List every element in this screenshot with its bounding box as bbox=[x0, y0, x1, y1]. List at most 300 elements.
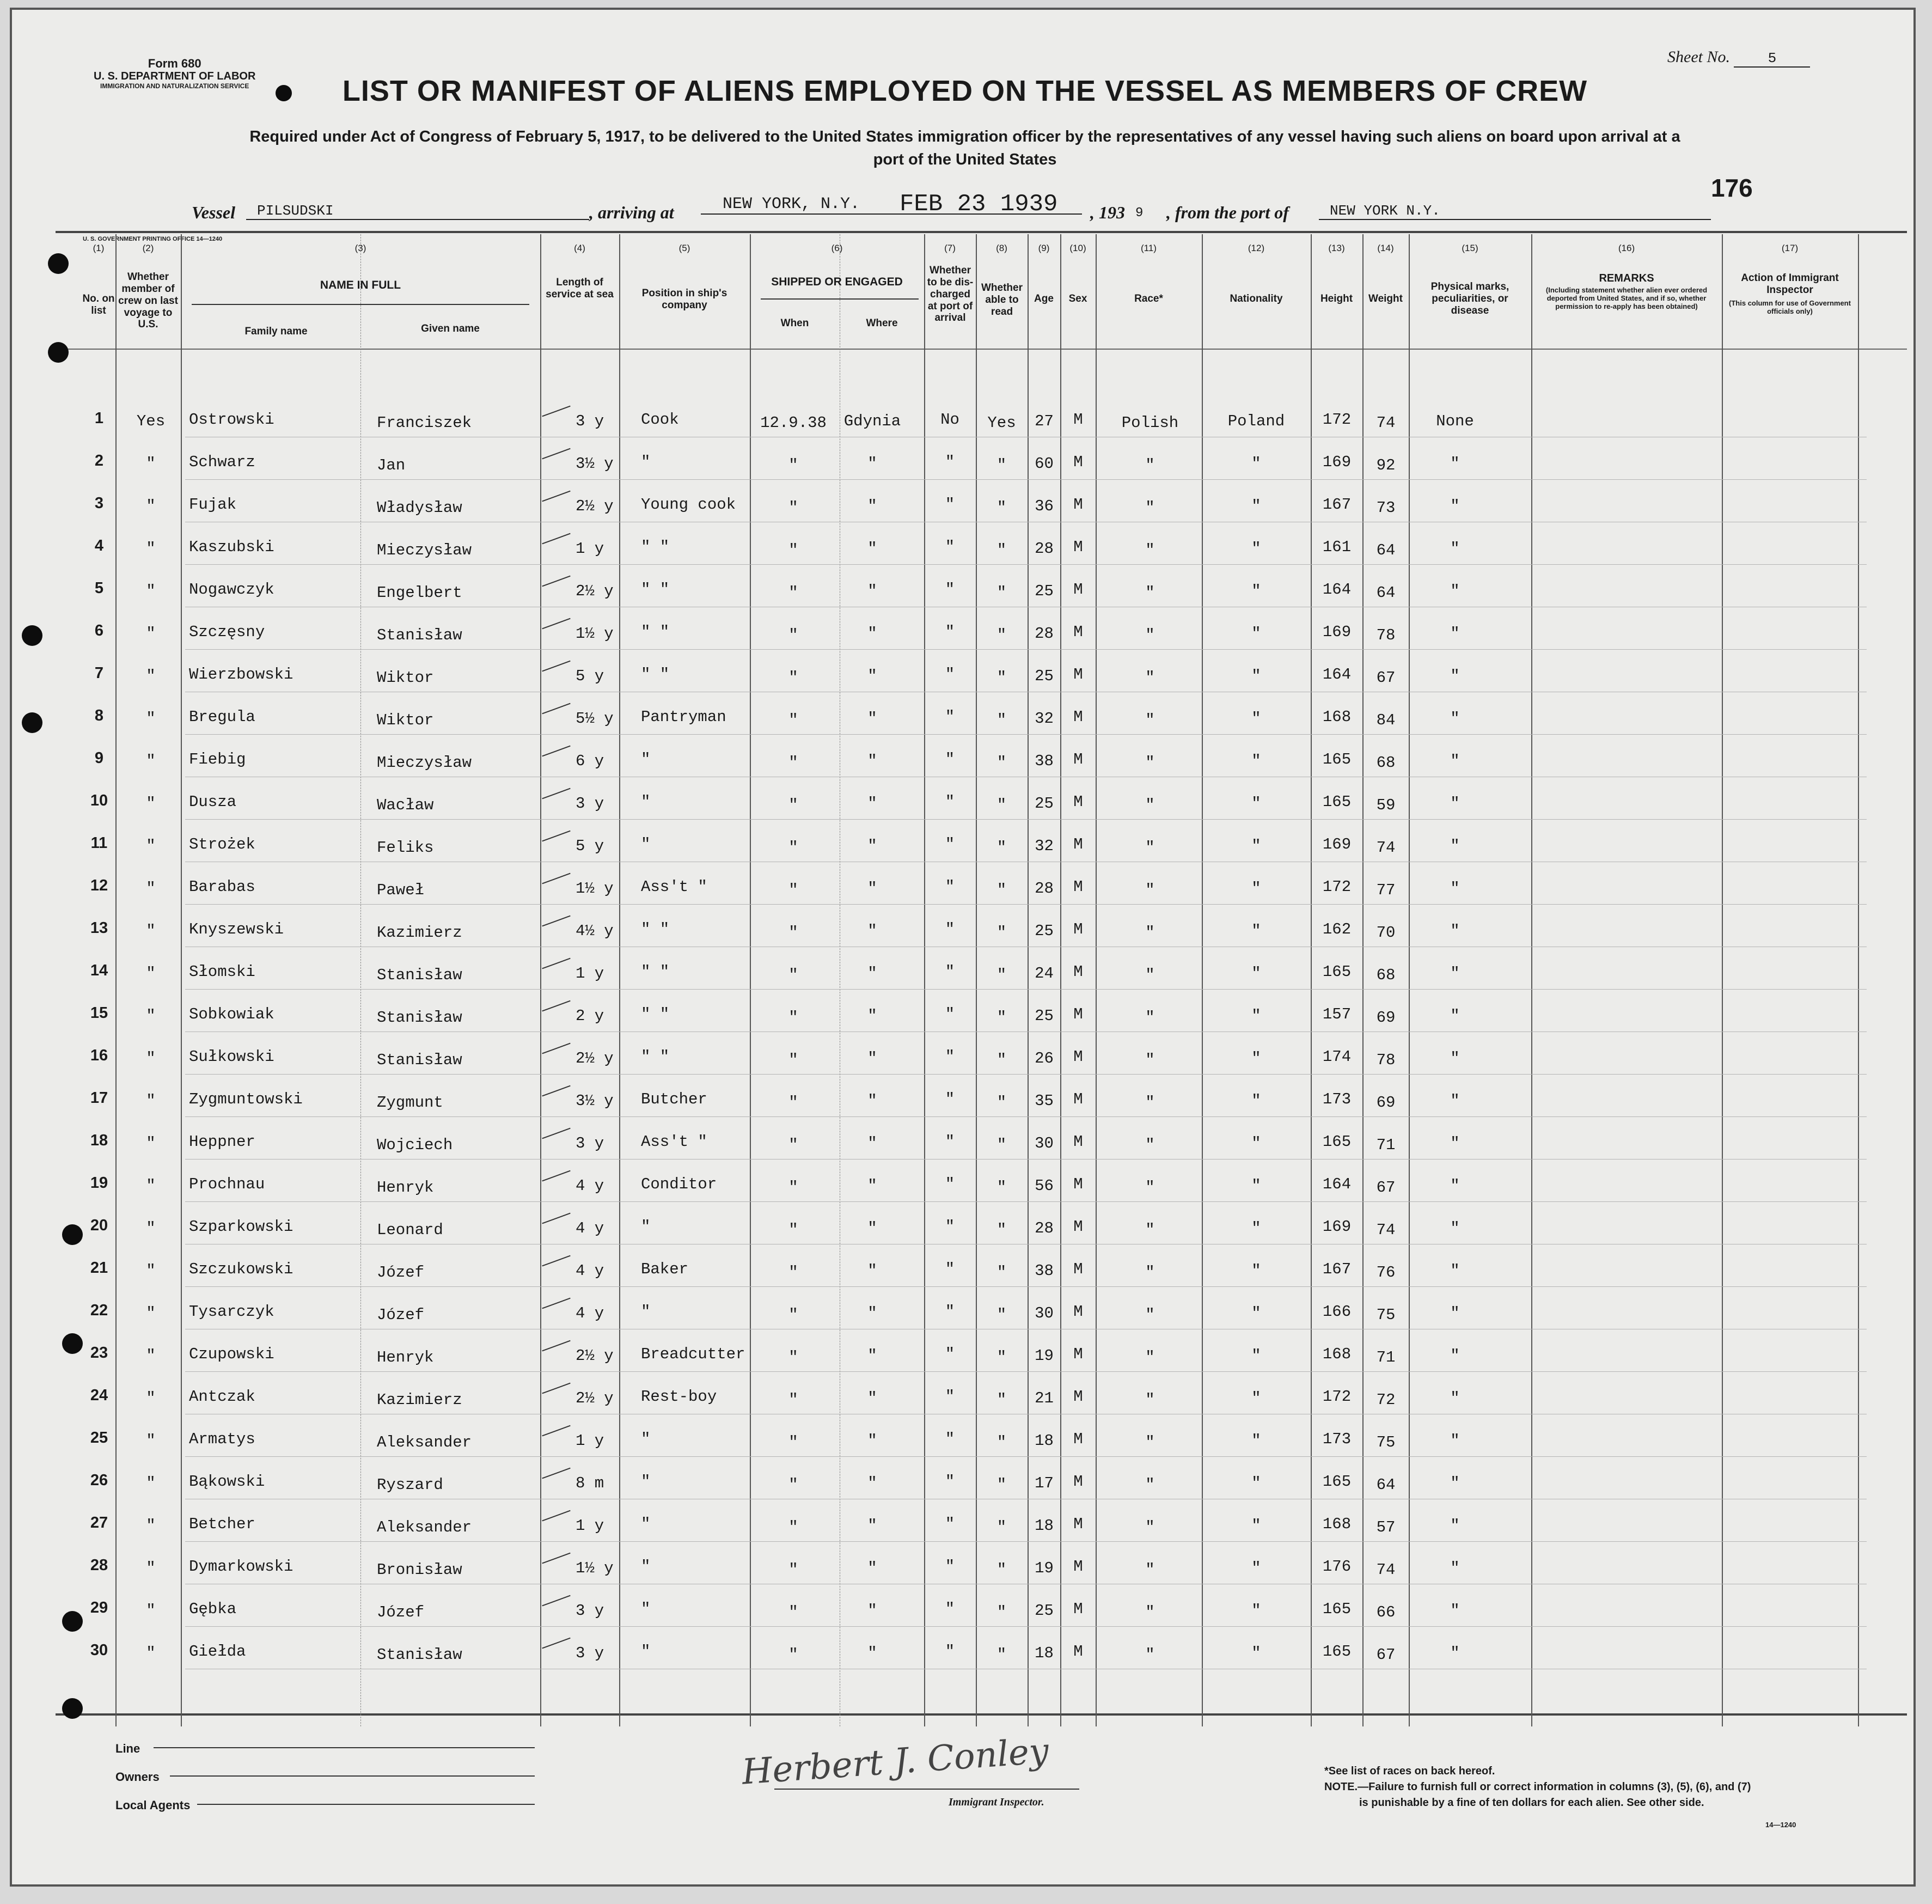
col-line bbox=[1409, 234, 1410, 1726]
read-cell: " bbox=[996, 1264, 1007, 1281]
given-name-cell: Stanisław bbox=[377, 966, 462, 984]
prev-voyage-cell: " bbox=[146, 1432, 156, 1450]
family-name-cell: Szczęsny bbox=[189, 623, 265, 641]
family-name-cell: Zygmuntowski bbox=[189, 1090, 303, 1108]
shipped-when-cell: " bbox=[788, 924, 798, 942]
col-header-remarks-sub: (Including statement whether alien ever ordered deported from United States, and if so, whether permission to re-apply has been obtained) bbox=[1545, 286, 1708, 310]
year-label: , 193 bbox=[1090, 203, 1125, 222]
prev-voyage-cell: " bbox=[146, 1347, 156, 1365]
shipped-where-cell: " bbox=[867, 710, 877, 728]
sex-cell: M bbox=[1073, 1005, 1083, 1023]
family-name-cell: Czupowski bbox=[189, 1345, 274, 1363]
col-number: (8) bbox=[996, 243, 1007, 253]
shipped-where-cell: " bbox=[867, 1177, 877, 1195]
read-cell: " bbox=[996, 626, 1007, 644]
read-cell: " bbox=[996, 839, 1007, 857]
header-bottom-rule bbox=[56, 349, 1907, 350]
checkmark-tick bbox=[542, 1340, 570, 1352]
race-cell: " bbox=[1145, 456, 1155, 474]
shipped-where-cell: " bbox=[867, 1134, 877, 1152]
given-name-cell: Paweł bbox=[377, 881, 425, 899]
physical-marks-cell: " bbox=[1450, 965, 1460, 982]
physical-marks-cell: " bbox=[1450, 582, 1460, 600]
col-number: (1) bbox=[93, 243, 105, 253]
col-number: (5) bbox=[678, 243, 690, 253]
service-cell: 5 y bbox=[576, 667, 604, 685]
family-name-cell: Strożek bbox=[189, 835, 255, 853]
shipped-when-cell: " bbox=[788, 1646, 798, 1664]
height-cell: 162 bbox=[1322, 920, 1352, 938]
col-header-nationality: Nationality bbox=[1230, 293, 1283, 304]
position-cell: " bbox=[641, 750, 651, 768]
row-rule bbox=[185, 649, 1867, 650]
table-bottom-rule bbox=[56, 1713, 1907, 1716]
shipped-where-cell: " bbox=[867, 540, 877, 558]
height-cell: 165 bbox=[1322, 793, 1352, 811]
arriving-port: NEW YORK, N.Y. bbox=[701, 195, 1082, 215]
weight-cell: 74 bbox=[1376, 1561, 1396, 1579]
family-name-cell: Nogawczyk bbox=[189, 581, 274, 599]
shipped-where-cell: " bbox=[867, 880, 877, 898]
read-cell: " bbox=[996, 1433, 1007, 1451]
row-number: 23 bbox=[90, 1344, 108, 1362]
col-line bbox=[1858, 234, 1859, 1726]
prev-voyage-cell: " bbox=[146, 1007, 156, 1025]
row-number: 30 bbox=[90, 1641, 108, 1659]
row-rule bbox=[185, 1541, 1867, 1542]
col-line bbox=[976, 234, 977, 1726]
shipped-where-cell: " bbox=[867, 625, 877, 643]
physical-marks-cell: " bbox=[1450, 625, 1460, 643]
checkmark-tick bbox=[542, 746, 570, 757]
weight-cell: 74 bbox=[1376, 1221, 1396, 1239]
given-name-cell: Mieczysław bbox=[377, 754, 472, 772]
physical-marks-cell: " bbox=[1450, 1432, 1460, 1450]
discharged-cell: " bbox=[945, 1515, 955, 1533]
race-cell: " bbox=[1145, 541, 1155, 559]
race-cell: " bbox=[1145, 1391, 1155, 1409]
shipped-when-cell: " bbox=[788, 456, 798, 474]
punch-hole bbox=[62, 1333, 83, 1354]
col-header-remarks: REMARKS bbox=[1599, 272, 1654, 284]
row-rule bbox=[185, 1074, 1867, 1075]
sex-cell: M bbox=[1073, 920, 1083, 938]
vessel-label: Vessel bbox=[192, 203, 235, 222]
family-name-cell: Bąkowski bbox=[189, 1473, 265, 1491]
checkmark-tick bbox=[542, 1170, 570, 1182]
weight-cell: 74 bbox=[1376, 414, 1396, 432]
race-cell: " bbox=[1145, 1051, 1155, 1069]
shipped-where-cell: " bbox=[867, 497, 877, 515]
row-rule bbox=[185, 564, 1867, 565]
family-name-cell: Heppner bbox=[189, 1133, 255, 1151]
shipped-when-cell: " bbox=[788, 1561, 798, 1579]
row-number: 20 bbox=[90, 1217, 108, 1234]
shipped-when-cell: " bbox=[788, 1179, 798, 1197]
discharged-cell: " bbox=[945, 538, 955, 556]
checkmark-tick bbox=[542, 1468, 570, 1479]
weight-cell: 72 bbox=[1376, 1391, 1396, 1409]
age-cell: 56 bbox=[1035, 1177, 1054, 1195]
race-cell: " bbox=[1145, 1136, 1155, 1154]
row-rule bbox=[185, 1456, 1867, 1457]
weight-cell: 78 bbox=[1376, 626, 1396, 644]
height-cell: 169 bbox=[1322, 623, 1352, 641]
checkmark-tick bbox=[542, 703, 570, 715]
weight-cell: 78 bbox=[1376, 1051, 1396, 1069]
prev-voyage-cell: " bbox=[146, 752, 156, 770]
col-line bbox=[1028, 234, 1029, 1726]
given-name-cell: Aleksander bbox=[377, 1433, 472, 1451]
age-cell: 21 bbox=[1035, 1389, 1054, 1407]
punch-hole bbox=[48, 253, 69, 274]
checkmark-tick bbox=[542, 1383, 570, 1394]
weight-cell: 67 bbox=[1376, 669, 1396, 687]
col-header-no: No. on list bbox=[82, 293, 115, 316]
prev-voyage-cell: " bbox=[146, 1134, 156, 1152]
shipped-when-cell: " bbox=[788, 1518, 798, 1536]
nationality-cell: " bbox=[1251, 582, 1261, 600]
given-name-cell: Leonard bbox=[377, 1221, 443, 1239]
sex-cell: M bbox=[1073, 623, 1083, 641]
prev-voyage-cell: Yes bbox=[136, 412, 166, 430]
manifest-sheet bbox=[10, 8, 1916, 1887]
race-cell: " bbox=[1145, 1518, 1155, 1536]
family-name-cell: Barabas bbox=[189, 878, 255, 896]
shipped-where-cell: " bbox=[867, 1007, 877, 1025]
service-cell: 6 y bbox=[576, 752, 604, 770]
sex-cell: M bbox=[1073, 581, 1083, 599]
height-cell: 169 bbox=[1322, 835, 1352, 853]
given-name-cell: Ryszard bbox=[377, 1476, 443, 1494]
page-title: LIST OR MANIFEST OF ALIENS EMPLOYED ON THE VESSEL AS MEMBERS OF CREW bbox=[342, 75, 1588, 107]
given-name-cell: Kazimierz bbox=[377, 924, 462, 942]
weight-cell: 66 bbox=[1376, 1603, 1396, 1621]
read-cell: " bbox=[996, 456, 1007, 474]
sex-cell: M bbox=[1073, 1643, 1083, 1661]
col-header-age: Age bbox=[1034, 293, 1054, 304]
service-cell: 4 y bbox=[576, 1262, 604, 1280]
form-number: Form 680 bbox=[148, 57, 201, 70]
col-line bbox=[1531, 234, 1532, 1726]
given-name-cell: Wiktor bbox=[377, 711, 434, 729]
height-cell: 165 bbox=[1322, 1643, 1352, 1661]
local-agents-label: Local Agents bbox=[115, 1798, 191, 1812]
row-rule bbox=[185, 1371, 1867, 1372]
position-cell: " " bbox=[641, 1005, 670, 1023]
row-number: 5 bbox=[94, 579, 104, 597]
nationality-cell: " bbox=[1251, 1049, 1261, 1067]
row-number: 24 bbox=[90, 1387, 108, 1404]
nationality-cell: " bbox=[1251, 752, 1261, 770]
sex-cell: M bbox=[1073, 538, 1083, 556]
physical-marks-cell: " bbox=[1450, 1007, 1460, 1025]
row-rule bbox=[185, 734, 1867, 735]
weight-cell: 69 bbox=[1376, 1094, 1396, 1112]
read-cell: " bbox=[996, 1646, 1007, 1664]
shipped-when-cell: " bbox=[788, 1136, 798, 1154]
given-name-cell: Jan bbox=[377, 456, 406, 474]
position-cell: Young cook bbox=[641, 496, 736, 514]
position-cell: Baker bbox=[641, 1260, 689, 1278]
discharged-cell: " bbox=[945, 1388, 955, 1406]
prev-voyage-cell: " bbox=[146, 1092, 156, 1110]
age-cell: 26 bbox=[1035, 1049, 1054, 1067]
position-cell: " bbox=[641, 835, 651, 853]
discharged-cell: " bbox=[945, 453, 955, 471]
nationality-cell: " bbox=[1251, 1602, 1261, 1620]
weight-cell: 71 bbox=[1376, 1348, 1396, 1366]
service-cell: 3 y bbox=[576, 1602, 604, 1620]
row-number: 12 bbox=[90, 877, 108, 894]
col-header-weight: Weight bbox=[1368, 293, 1403, 304]
service-cell: 1½ y bbox=[576, 625, 614, 643]
sex-cell: M bbox=[1073, 496, 1083, 514]
height-cell: 165 bbox=[1322, 750, 1352, 768]
read-cell: " bbox=[996, 1518, 1007, 1536]
row-number: 19 bbox=[90, 1174, 108, 1192]
col-line bbox=[360, 234, 361, 1726]
given-name-cell: Józef bbox=[377, 1306, 425, 1324]
shipped-where-cell: " bbox=[867, 922, 877, 940]
prev-voyage-cell: " bbox=[146, 1602, 156, 1620]
checkmark-tick bbox=[542, 1000, 570, 1012]
position-cell: " " bbox=[641, 920, 670, 938]
given-name-cell: Józef bbox=[377, 1264, 425, 1281]
weight-cell: 67 bbox=[1376, 1646, 1396, 1664]
race-cell: " bbox=[1145, 1306, 1155, 1324]
page-number: 176 bbox=[1711, 174, 1753, 202]
shipped-where-cell: " bbox=[867, 752, 877, 770]
nationality-cell: " bbox=[1251, 1219, 1261, 1237]
year-suffix: 9 bbox=[1135, 206, 1144, 221]
age-cell: 18 bbox=[1035, 1432, 1054, 1450]
row-number: 21 bbox=[90, 1259, 108, 1277]
sex-cell: M bbox=[1073, 1260, 1083, 1278]
age-cell: 24 bbox=[1035, 965, 1054, 982]
row-rule bbox=[185, 1286, 1867, 1287]
line-field bbox=[154, 1747, 535, 1748]
read-cell: " bbox=[996, 1221, 1007, 1239]
family-name-cell: Gębka bbox=[189, 1600, 237, 1618]
col-header-prev-voyage: Whether member of crew on last voyage to U.S. bbox=[118, 271, 178, 331]
punch-hole bbox=[22, 625, 42, 646]
family-name-cell: Sułkowski bbox=[189, 1048, 274, 1066]
shipped-when-cell: " bbox=[788, 1094, 798, 1112]
physical-marks-cell: " bbox=[1450, 497, 1460, 515]
sex-cell: M bbox=[1073, 750, 1083, 768]
weight-cell: 68 bbox=[1376, 966, 1396, 984]
printing-office-line: U. S. GOVERNMENT PRINTING OFFICE 14—1240 bbox=[83, 236, 223, 242]
race-cell: " bbox=[1145, 1009, 1155, 1027]
given-name-cell: Zygmunt bbox=[377, 1094, 443, 1112]
nationality-cell: " bbox=[1251, 1092, 1261, 1110]
read-cell: " bbox=[996, 1136, 1007, 1154]
col-number: (14) bbox=[1377, 243, 1394, 253]
physical-marks-cell: " bbox=[1450, 752, 1460, 770]
sex-cell: M bbox=[1073, 1133, 1083, 1151]
position-cell: Rest-boy bbox=[641, 1388, 717, 1406]
age-cell: 25 bbox=[1035, 795, 1054, 813]
read-cell: " bbox=[996, 711, 1007, 729]
col-header-family-name: Family name bbox=[244, 326, 308, 337]
service-cell: 3½ y bbox=[576, 1092, 614, 1110]
shipped-where-cell: " bbox=[867, 1474, 877, 1492]
checkmark-tick bbox=[542, 618, 570, 630]
family-name-cell: Sobkowiak bbox=[189, 1005, 274, 1023]
given-name-cell: Stanisław bbox=[377, 1646, 462, 1664]
col-number: (10) bbox=[1069, 243, 1086, 253]
prev-voyage-cell: " bbox=[146, 1517, 156, 1535]
prev-voyage-cell: " bbox=[146, 625, 156, 643]
sex-cell: M bbox=[1073, 1430, 1083, 1448]
service-cell: 1½ y bbox=[576, 1559, 614, 1577]
row-number: 3 bbox=[94, 495, 104, 512]
prev-voyage-cell: " bbox=[146, 582, 156, 600]
sheet-number-label: Sheet No. bbox=[1667, 48, 1730, 66]
sex-cell: M bbox=[1073, 1600, 1083, 1618]
discharged-cell: " bbox=[945, 496, 955, 514]
height-cell: 168 bbox=[1322, 1345, 1352, 1363]
shipped-where-cell: " bbox=[867, 1432, 877, 1450]
subtitle-line-2: port of the United States bbox=[873, 151, 1057, 169]
position-cell: " bbox=[641, 1558, 651, 1576]
prev-voyage-cell: " bbox=[146, 1219, 156, 1237]
row-rule bbox=[185, 904, 1867, 905]
family-name-cell: Antczak bbox=[189, 1388, 255, 1406]
physical-marks-cell: " bbox=[1450, 1347, 1460, 1365]
physical-marks-cell: " bbox=[1450, 1559, 1460, 1577]
col-header-service: Length of service at sea bbox=[546, 277, 614, 300]
penalty-note: NOTE.—Failure to furnish full or correct information in columns (3), (5), (6), and (7) bbox=[1324, 1781, 1751, 1793]
shipped-when-cell: " bbox=[788, 1051, 798, 1069]
discharged-cell: " bbox=[945, 835, 955, 853]
row-number: 1 bbox=[94, 410, 104, 427]
service-cell: 2½ y bbox=[576, 1389, 614, 1407]
row-rule bbox=[185, 1159, 1867, 1160]
read-cell: " bbox=[996, 754, 1007, 772]
col-number: (12) bbox=[1248, 243, 1265, 253]
read-cell: " bbox=[996, 1094, 1007, 1112]
nationality-cell: " bbox=[1251, 922, 1261, 940]
col-header-position: Position in ship's company bbox=[641, 288, 727, 311]
checkmark-tick bbox=[542, 1085, 570, 1097]
race-cell: " bbox=[1145, 626, 1155, 644]
row-number: 16 bbox=[90, 1047, 108, 1064]
age-cell: 25 bbox=[1035, 1007, 1054, 1025]
row-number: 10 bbox=[90, 792, 108, 809]
shipped-where-cell: " bbox=[867, 795, 877, 813]
age-cell: 25 bbox=[1035, 667, 1054, 685]
race-cell: " bbox=[1145, 881, 1155, 899]
height-cell: 173 bbox=[1322, 1090, 1352, 1108]
discharged-cell: " bbox=[945, 1133, 955, 1151]
position-cell: Pantryman bbox=[641, 708, 726, 726]
col-header-given-name: Given name bbox=[421, 323, 480, 334]
race-cell: " bbox=[1145, 1603, 1155, 1621]
position-cell: Breadcutter bbox=[641, 1345, 745, 1363]
read-cell: " bbox=[996, 1179, 1007, 1197]
read-cell: " bbox=[996, 1306, 1007, 1324]
given-name-cell: Stanisław bbox=[377, 1009, 462, 1027]
weight-cell: 67 bbox=[1376, 1179, 1396, 1197]
col-number: (3) bbox=[354, 243, 366, 253]
discharged-cell: " bbox=[945, 581, 955, 599]
race-cell: " bbox=[1145, 1476, 1155, 1494]
nationality-cell: " bbox=[1251, 965, 1261, 982]
given-name-cell: Kazimierz bbox=[377, 1391, 462, 1409]
sex-cell: M bbox=[1073, 1175, 1083, 1193]
service-name: IMMIGRATION AND NATURALIZATION SERVICE bbox=[100, 82, 249, 90]
prev-voyage-cell: " bbox=[146, 795, 156, 813]
given-name-cell: Wiktor bbox=[377, 669, 434, 687]
prev-voyage-cell: " bbox=[146, 922, 156, 940]
age-cell: 30 bbox=[1035, 1304, 1054, 1322]
sex-cell: M bbox=[1073, 878, 1083, 896]
col-header-height: Height bbox=[1320, 293, 1353, 304]
race-cell: " bbox=[1145, 1094, 1155, 1112]
table-top-rule bbox=[56, 231, 1907, 233]
checkmark-tick bbox=[542, 1128, 570, 1139]
col-header-sex: Sex bbox=[1068, 293, 1087, 304]
sex-cell: M bbox=[1073, 453, 1083, 471]
col-number: (6) bbox=[831, 243, 843, 253]
discharged-cell: " bbox=[945, 750, 955, 768]
weight-cell: 64 bbox=[1376, 541, 1396, 559]
nationality-cell: " bbox=[1251, 455, 1261, 473]
read-cell: " bbox=[996, 1561, 1007, 1579]
col-number: (15) bbox=[1462, 243, 1478, 253]
local-agents-field bbox=[197, 1804, 535, 1805]
height-cell: 172 bbox=[1322, 878, 1352, 896]
punch-hole bbox=[276, 85, 292, 101]
position-cell: " " bbox=[641, 623, 670, 641]
sex-cell: M bbox=[1073, 1558, 1083, 1576]
discharged-cell: " bbox=[945, 1218, 955, 1236]
age-cell: 38 bbox=[1035, 752, 1054, 770]
shipped-when-cell: " bbox=[788, 499, 798, 517]
position-cell: " bbox=[641, 1303, 651, 1321]
position-cell: " bbox=[641, 1218, 651, 1236]
physical-marks-cell: " bbox=[1450, 540, 1460, 558]
service-cell: 4½ y bbox=[576, 922, 614, 940]
line-label: Line bbox=[115, 1742, 140, 1755]
race-cell: " bbox=[1145, 924, 1155, 942]
discharged-cell: " bbox=[945, 623, 955, 641]
col-header-where: Where bbox=[866, 318, 898, 329]
given-name-cell: Feliks bbox=[377, 839, 434, 857]
shipped-where-cell: " bbox=[867, 1389, 877, 1407]
position-cell: Butcher bbox=[641, 1090, 707, 1108]
height-cell: 161 bbox=[1322, 538, 1352, 556]
height-cell: 165 bbox=[1322, 1600, 1352, 1618]
col-header-race: Race* bbox=[1134, 293, 1163, 304]
signature-line bbox=[774, 1789, 1079, 1790]
race-cell: Polish bbox=[1121, 414, 1179, 432]
row-number: 6 bbox=[94, 622, 104, 639]
from-port: NEW YORK N.Y. bbox=[1319, 203, 1711, 220]
age-cell: 30 bbox=[1035, 1134, 1054, 1152]
shipped-when-cell: " bbox=[788, 1221, 798, 1239]
position-cell: " " bbox=[641, 538, 670, 556]
read-cell: " bbox=[996, 669, 1007, 687]
row-rule bbox=[185, 819, 1867, 820]
col-line bbox=[1311, 234, 1312, 1726]
shipped-subrule bbox=[761, 298, 919, 300]
row-rule bbox=[185, 1116, 1867, 1117]
sex-cell: M bbox=[1073, 963, 1083, 981]
subtitle-line-1: Required under Act of Congress of February 5, 1917, to be delivered to the United States immigration officer by the representatives of any vessel having such aliens on board upon arrival at a bbox=[249, 128, 1680, 145]
